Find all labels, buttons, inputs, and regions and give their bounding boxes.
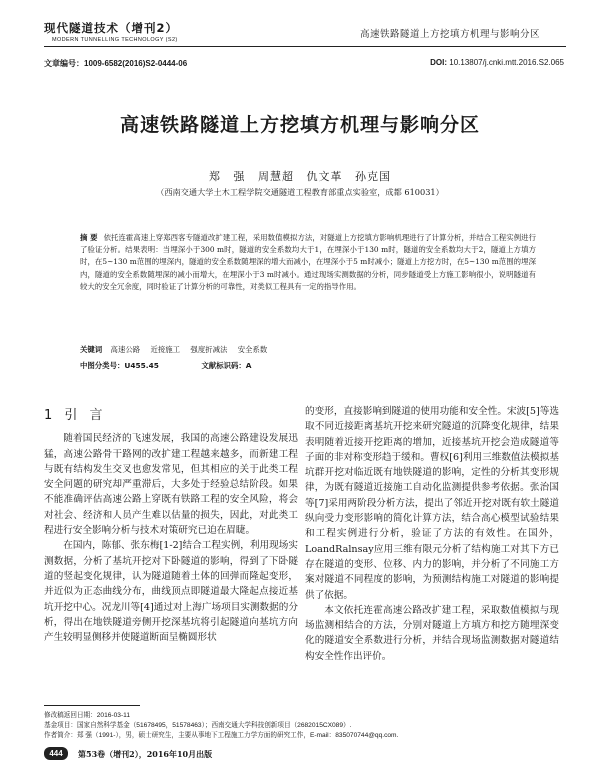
doi <box>430 58 564 67</box>
keyword: 近接施工 <box>150 345 181 354</box>
classification <box>80 360 292 371</box>
footnote-divider <box>44 705 140 706</box>
body-paragraph: 的变形，直接影响到隧道的使用功能和安全性。宋波[5]等选取不同近接距离基坑开挖来研究隧道的沉降变化规律，结果表明随着近接开挖距离的增加，近接基坑开挖会造成隧道等子面的非对称变形趋于缓和。曹权[6]利用三维数值法模拟基坑群开挖对临近既有地铁隧道的影响，定性的分析其变形规律，为既有隧道近接施工自动化监测提供参考依据。张治国等[7]采用两阶段分析方法，提出了邻近开挖对既有软土隧道纵向受力变形影响的简化计算方法，结合高心模型试验结果和工程实例进行分析，验证了方法的有效性。在国外，LoandRalnsay应用三维有限元分析了结构施工对其下方已存在隧道的变形、位移、内力的影响，并分析了不同施工方案对隧道不同程度的影响，为预测结构施工对隧道的影响提供了依据。 <box>305 406 559 601</box>
journal-name: 现代隧道技术（增刊2） <box>44 21 179 35</box>
clc-number: 中图分类号：U455.45 <box>80 361 159 370</box>
keywords-label: 关键词 <box>80 345 103 354</box>
document-code: 文献标识码：A <box>201 361 252 370</box>
section-heading: 1 引 言 <box>44 408 107 423</box>
body-paragraph: 本文依托连霍高速公路改扩建工程，采取数值模拟与现场监测相结合的方法，分别对隧道上方填方和挖方随埋深变化的隧道安全系数进行分析，并结合现场监测数据对隧道结构安全性作出评价。 <box>305 604 559 662</box>
keyword: 安全系数 <box>237 345 268 354</box>
body-column-left <box>44 408 298 645</box>
affiliation: （西南交通大学土木工程学院交通隧道工程教育部重点实验室，成都 610031） <box>156 187 444 197</box>
abstract-text: 依托连霍高速上穿郑西客专隧道改扩建工程，采用数值模拟方法，对隧道上方挖填方影响机理进行了计算分析，并结合工程实例进行了验证分析。结果表明：当埋深小于300 m时，隧道的安全系数均大于1，在埋深小于130 m时，隧道的安全系数均大于2，隧道上方填方时，在5~130 m范围的埋深内，隧道的安全系数随埋深的增大而减小，在埋深小于5 m时减小；隧道上方挖方时，在5~130 m范围的埋深内，隧道的安全系数随埋深的减小而增大，在埋深小于3 m时减小。通过现场实测数据的分析，同步隧道受上方施工影响很小，说明隧道有较大的安全冗余度，同时验证了计算分析的可靠性，对类似工程具有一定的指导作用。 <box>80 233 536 291</box>
keyword: 高速公路 <box>110 345 141 354</box>
doi-value: 10.13807/j.cnki.mtt.2016.S2.065 <box>449 58 564 67</box>
keywords <box>80 344 275 355</box>
paper-title: 高速铁路隧道上方挖填方机理与影响分区 <box>119 114 480 136</box>
body-column-right <box>305 404 559 664</box>
article-number: 文章编号：1009-6582(2016)S2-0444-06 <box>44 59 188 68</box>
doi-label: DOI: <box>430 58 448 67</box>
keyword: 强度折减法 <box>190 345 228 354</box>
footnote-received: 修改稿返回日期：2016-03-11 <box>44 712 130 719</box>
header-divider <box>44 46 566 47</box>
page-number: 444 <box>44 747 68 760</box>
journal-name-english: MODERN TUNNELLING TECHNOLOGY (S2) <box>52 37 178 43</box>
footnote-author: 作者简介：郑 强（1991-），男，硕士研究生，主要从事地下工程施工力学方面的研究工作，E-mail：835070744@qq.com. <box>44 732 399 739</box>
author: 周慧超 <box>258 170 294 183</box>
author: 仇文革 <box>306 170 343 183</box>
body-paragraph: 随着国民经济的飞速发展，我国的高速公路建设发展迅猛，高速公路骨干路网的改扩建工程越来越多，而新建工程与既有结构发生交叉也愈发常见，但其相应的关于此类工程安全问题的研究却严重滞后，大多处于经验总结阶段。如果不能准确评估高速公路上穿既有铁路工程的安全风险，将会对社会、经济和人员产生难以估量的损失，因此，对此类工程进行安全影响分析与技术对策研究已迫在眉睫。 <box>44 433 298 537</box>
issue-info: 第53卷（增刊2），2016年10月出版 <box>78 749 213 759</box>
footnote-fund: 基金项目：国家自然科学基金（51678495，51578463）；西南交通大学科技创新项目（2682015CX089）. <box>44 722 352 729</box>
body-paragraph: 在国内，陈郁、张东梅[1-2]结合工程实例，利用现场实测数据，分析了基坑开挖对下卧隧道的影响，得到了下卧隧道的竖起变化规律，认为隧道随着土体的回弹而隆起变形，并近似为正态曲线分布，曲线顶点即隧道最大隆起点接近基坑开挖中心。况龙川等[4]通过对上海广场项目实测数据的分析，得出在地铁隧道旁侧开挖深基坑将引起隧道向基坑方向产生较明显侧移并使隧道断面呈椭圆形状 <box>44 540 298 644</box>
abstract-label: 摘 要 <box>80 233 98 242</box>
abstract <box>80 232 536 293</box>
author-list <box>0 168 600 184</box>
author: 郑 强 <box>209 170 246 183</box>
running-title: 高速铁路隧道上方挖填方机理与影响分区 <box>359 29 540 40</box>
author: 孙克国 <box>355 170 391 183</box>
